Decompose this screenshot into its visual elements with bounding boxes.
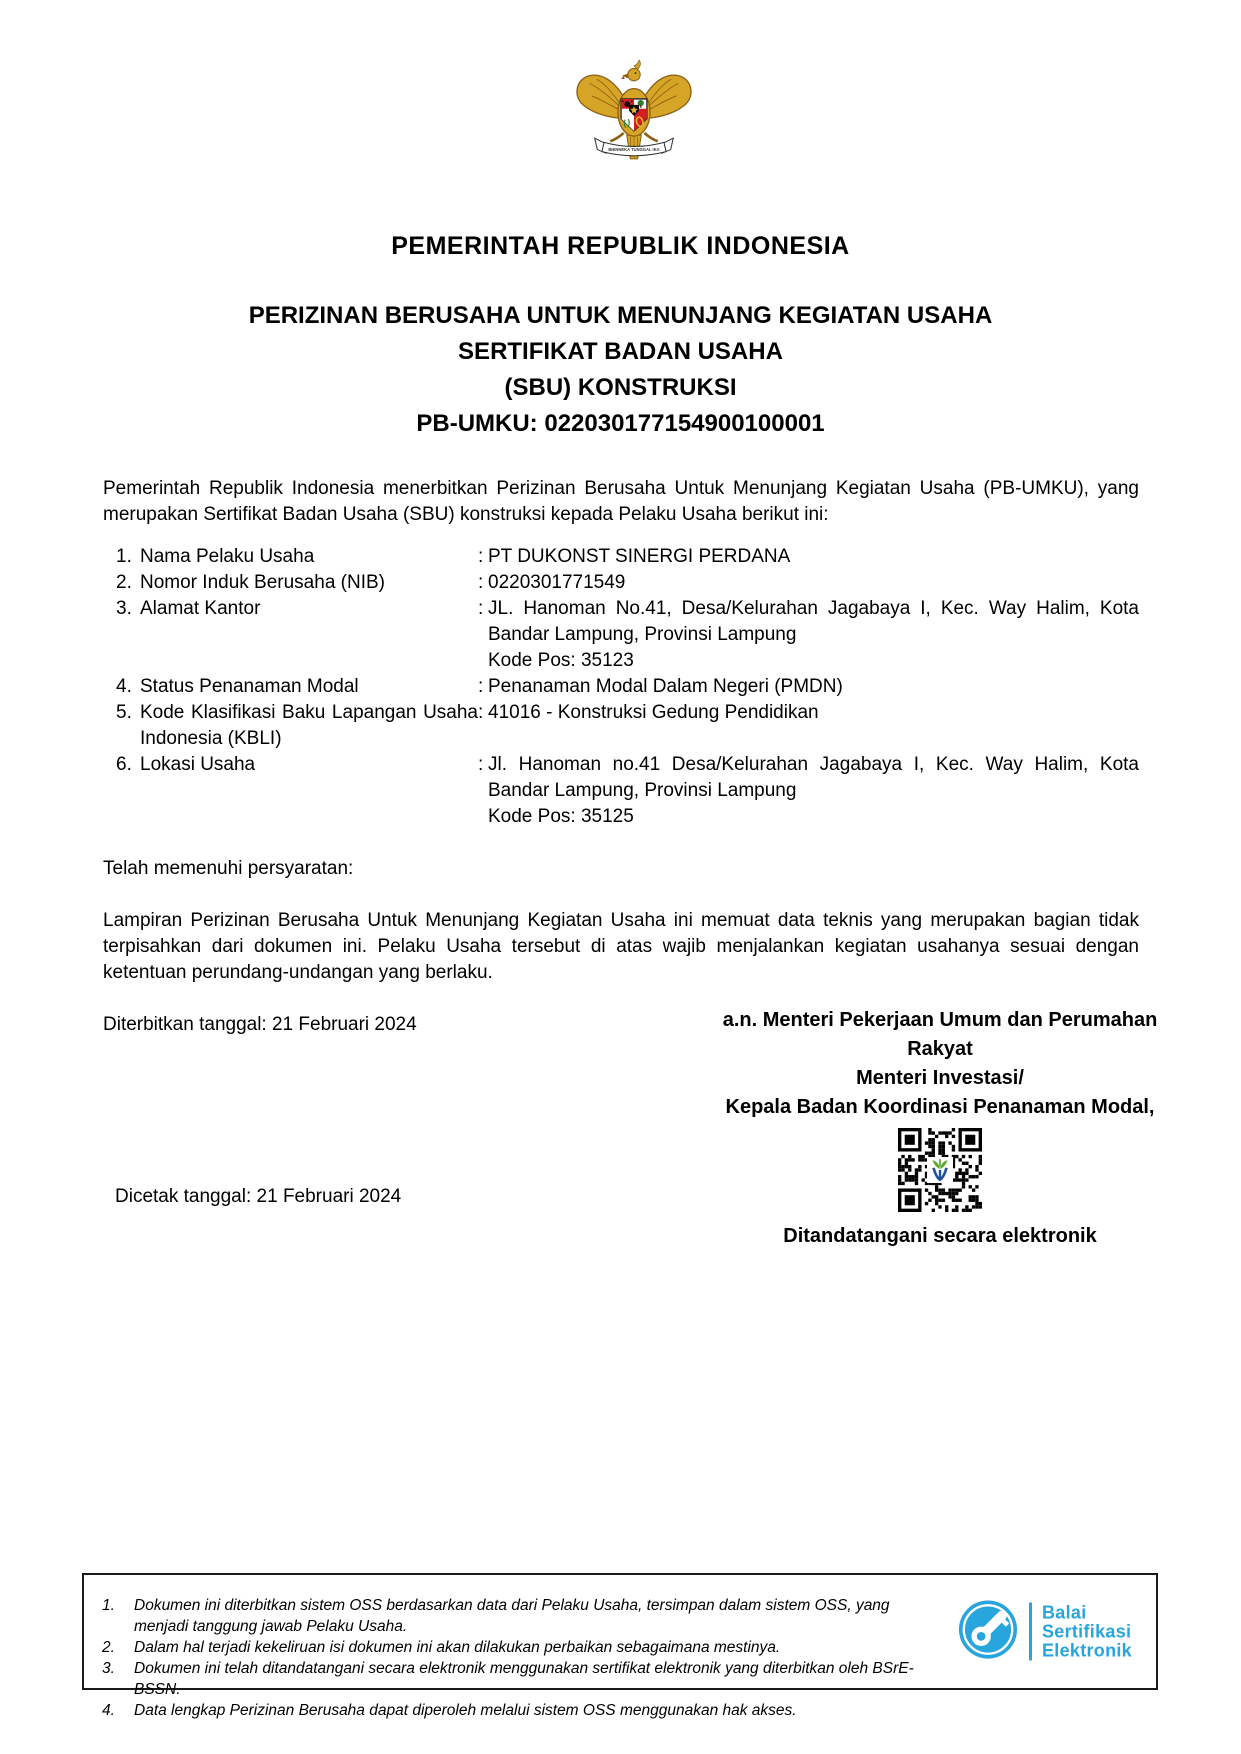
list-item-label: Lokasi Usaha: [140, 754, 256, 775]
list-item-number: 5.: [116, 702, 132, 723]
document-title-line-1: PERIZINAN BERUSAHA UNTUK MENUNJANG KEGIATAN USAHA: [248, 302, 993, 329]
list-item: [103, 674, 1139, 700]
balai-sertifikasi-elektronik-logo: [957, 1598, 1132, 1665]
list-item-value: 41016 - Konstruksi Gedung Pendidikan: [488, 702, 819, 723]
footer-note: [94, 1658, 924, 1700]
requirements-line: Telah memenuhi persyaratan:: [103, 858, 354, 879]
document-body: [103, 476, 1139, 1038]
list-item-value: JL. Hanoman No.41, Desa/Kelurahan Jagabaya I, Kec. Way Halim, Kota Bandar Lampung, Provinsi Lampung Kode Pos: 35123: [488, 598, 1139, 671]
signatory-line-1: a.n. Menteri Pekerjaan Umum dan Perumahan Rakyat: [722, 1009, 1158, 1060]
printed-date: Dicetak tanggal: 21 Februari 2024: [115, 1186, 402, 1207]
list-item-number: 1.: [116, 546, 132, 567]
list-item-value: Jl. Hanoman no.41 Desa/Kelurahan Jagabaya I, Kec. Way Halim, Kota Bandar Lampung, Provinsi Lampung Kode Pos: 35125: [488, 754, 1139, 827]
list-item-number: 3.: [116, 598, 132, 619]
list-item-value: 0220301771549: [488, 572, 626, 593]
document-title-line-4: PB-UMKU: 022030177154900100001: [416, 410, 825, 437]
bse-logo-text: Balai Sertifikasi Elektronik: [1041, 1602, 1132, 1660]
garuda-pancasila-icon: [572, 55, 696, 179]
footer-note-text: Dokumen ini diterbitkan sistem OSS berdasarkan data dari Pelaku Usaha, tersimpan dalam sistem OSS, yang menjadi tanggung jawab Pelaku Usaha.: [134, 1597, 890, 1635]
footer-notes: [94, 1595, 924, 1721]
government-title: PEMERINTAH REPUBLIK INDONESIA: [391, 232, 850, 260]
issued-date: Diterbitkan tanggal: 21 Februari 2024: [103, 1014, 417, 1035]
signatory-line-2: Menteri Investasi/: [856, 1067, 1024, 1089]
electronic-signature-note: Ditandatangani secara elektronik: [783, 1225, 1097, 1247]
list-item-separator: :: [478, 598, 484, 619]
list-item-number: 6.: [116, 754, 132, 775]
list-item: [103, 700, 1139, 752]
bkpm-logo-icon: [927, 1157, 953, 1183]
footer-note: [94, 1637, 924, 1658]
list-item-number: 4.: [116, 676, 132, 697]
list-item: [103, 570, 1139, 596]
list-item-separator: :: [478, 546, 484, 567]
footer-note-number: 2.: [102, 1639, 115, 1656]
list-item-separator: :: [478, 702, 484, 723]
list-item-separator: :: [478, 676, 484, 697]
list-item-number: 2.: [116, 572, 132, 593]
list-item-label: Status Penanaman Modal: [140, 676, 359, 697]
document-title: [0, 298, 1241, 442]
list-item-separator: :: [478, 754, 484, 775]
list-item-label: Kode Klasifikasi Baku Lapangan Usaha Indonesia (KBLI): [140, 702, 478, 749]
list-item: [103, 596, 1139, 674]
list-item-label: Nama Pelaku Usaha: [140, 546, 315, 567]
footer-note-number: 3.: [102, 1660, 115, 1677]
list-item-value: PT DUKONST SINERGI PERDANA: [488, 546, 791, 567]
signature-block: [700, 1006, 1180, 1251]
bse-logo-divider: [1029, 1603, 1032, 1661]
list-item: [103, 544, 1139, 570]
footer-note: [94, 1595, 924, 1637]
footer-note: [94, 1700, 924, 1721]
list-item: [103, 752, 1139, 830]
footer-note-text: Data lengkap Perizinan Berusaha dapat diperoleh melalui sistem OSS menggunakan hak akses.: [134, 1702, 797, 1719]
list-item-value: Penanaman Modal Dalam Negeri (PMDN): [488, 676, 843, 697]
closing-paragraph: Lampiran Perizinan Berusaha Untuk Menunjang Kegiatan Usaha ini memuat data teknis yang merupakan bagian tidak terpisahkan dari dokumen ini. Pelaku Usaha tersebut di atas wajib menjalankan kegiatan usahanya sesuai dengan ketentuan perundang-undangan yang berlaku.: [103, 910, 1139, 983]
business-details-list: [103, 544, 1139, 830]
footer-note-number: 4.: [102, 1702, 115, 1719]
list-item-separator: :: [478, 572, 484, 593]
banner-text: BHINNEKA TUNGGAL IKA: [608, 147, 660, 153]
footer-note-text: Dokumen ini telah ditandatangani secara elektronik menggunakan sertifikat elektronik yang diterbitkan oleh BSrE-BSSN.: [134, 1660, 914, 1698]
signatory-line-3: Kepala Badan Koordinasi Penanaman Modal,: [725, 1096, 1155, 1118]
document-title-line-2: SERTIFIKAT BADAN USAHA: [458, 338, 783, 365]
list-item-label: Alamat Kantor: [140, 598, 261, 619]
footer-note-text: Dalam hal terjadi kekeliruan isi dokumen ini akan dilakukan perbaikan sebagaimana mestinya.: [134, 1639, 781, 1656]
footer-notes-box: [82, 1573, 1158, 1719]
bse-key-icon: [957, 1598, 1019, 1665]
intro-paragraph: Pemerintah Republik Indonesia menerbitkan Perizinan Berusaha Untuk Menunjang Kegiatan Usaha (PB-UMKU), yang merupakan Sertifikat Badan Usaha (SBU) konstruksi kepada Pelaku Usaha berikut ini:: [103, 478, 1139, 525]
footer-note-number: 1.: [102, 1597, 115, 1614]
document-title-line-3: (SBU) KONSTRUKSI: [504, 374, 737, 401]
list-item-label: Nomor Induk Berusaha (NIB): [140, 572, 385, 593]
qr-code: [896, 1128, 984, 1212]
